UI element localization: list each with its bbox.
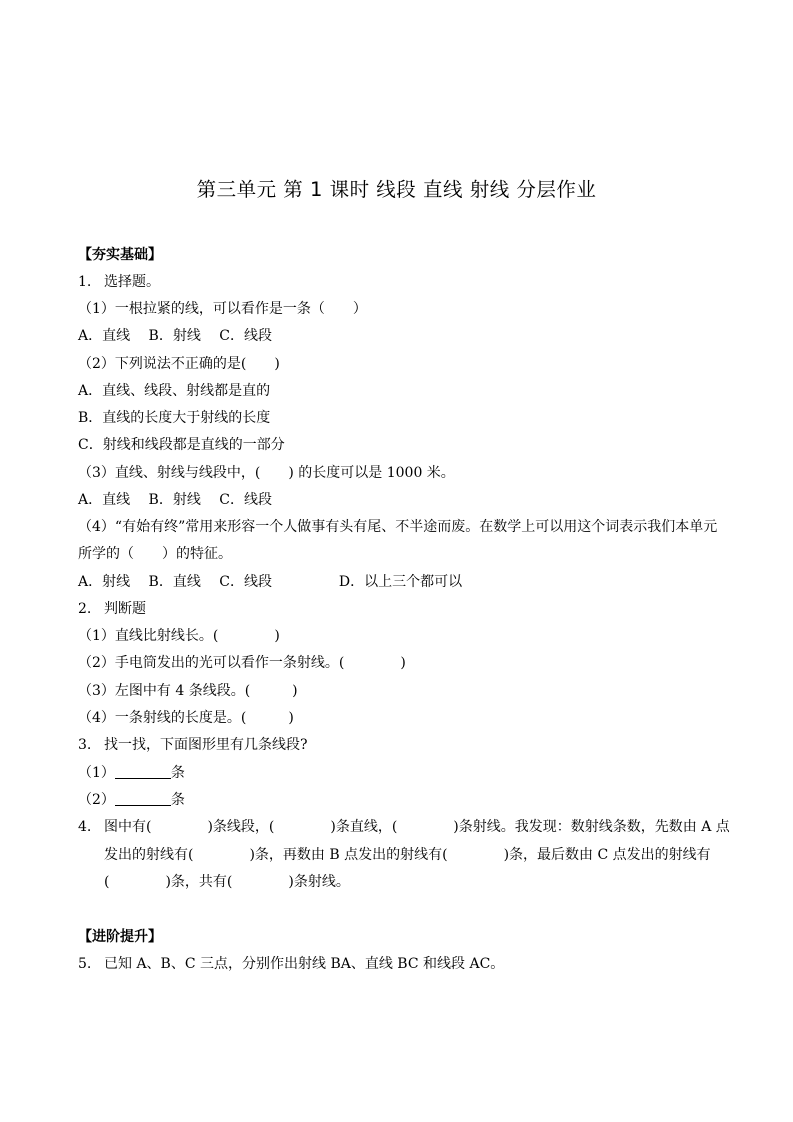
q3-sub-2-unit: 条 [170,792,185,808]
question-2 [78,600,146,618]
q2-sub-2: （2）手电筒发出的光可以看作一条射线。( ) [78,655,406,671]
question-text: 判断题 [104,601,146,617]
section-heading-basic: 【夯实基础】 [78,247,162,263]
answer-blank[interactable] [115,764,171,779]
q1-sub-4-options-abc: A．射线 B．直线 C．线段 [78,574,273,590]
question-text: 找一找，下面图形里有几条线段? [104,737,308,753]
q3-sub-1-label: （1） [78,765,115,781]
question-number: 3. [78,737,92,753]
q1-sub-3: （3）直线、射线与线段中，( ) 的长度可以是 1000 米。 [78,465,455,481]
question-1 [78,273,160,291]
q1-sub-4-options [78,573,462,591]
question-5 [78,955,504,973]
question-number: 1. [78,274,92,290]
page-title: 第三单元 第 1 课时 线段 直线 射线 分层作业 [196,178,597,201]
q3-sub-2-label: （2） [78,792,115,808]
q1-sub-2: （2）下列说法不正确的是( ) [78,356,280,372]
q2-sub-1: （1）直线比射线长。( ) [78,628,280,644]
q1-sub-4-line-2: 所学的（ ）的特征。 [78,546,232,562]
q1-sub-1-options: A．直线 B．射线 C．线段 [78,328,273,344]
q2-sub-3: （3）左图中有 4 条线段。( ) [78,683,298,699]
q3-sub-1 [78,764,185,782]
q3-sub-2 [78,791,185,809]
question-number: 5. [78,956,92,972]
q1-sub-3-options: A．直线 B．射线 C．线段 [78,492,273,508]
question-4 [78,818,730,836]
q1-sub-4-option-d: D．以上三个都可以 [338,574,463,590]
q1-sub-2-option-c: C．射线和线段都是直线的一部分 [78,437,285,453]
question-3 [78,736,308,754]
section-heading-advanced: 【进阶提升】 [78,929,162,945]
q1-sub-2-option-b: B．直线的长度大于射线的长度 [78,410,271,426]
answer-blank[interactable] [115,791,171,806]
question-number: 2. [78,601,92,617]
q1-sub-2-option-a: A．直线、线段、射线都是直的 [78,383,271,399]
q3-sub-1-unit: 条 [170,765,185,781]
question-4-line-1: 图中有( )条线段，( )条直线，( )条射线。我发现：数射线条数，先数由 A 点 [104,819,730,835]
question-4-line-2: 发出的射线有( )条，再数由 B 点发出的射线有( )条，最后数由 C 点发出的射线有 [104,847,711,863]
question-4-line-3: ( )条，共有( )条射线。 [104,874,350,890]
question-text: 选择题。 [104,274,160,290]
question-text: 已知 A、B、C 三点，分别作出射线 BA、直线 BC 和线段 AC。 [104,956,505,972]
question-number: 4. [78,819,92,835]
q2-sub-4: （4）一条射线的长度是。( ) [78,710,294,726]
q1-sub-1: （1）一根拉紧的线，可以看作是一条（ ） [78,301,367,317]
q1-sub-4-line-1: （4）“有始有终”常用来形容一个人做事有头有尾、不半途而废。在数学上可以用这个词表示我们本单元 [78,519,718,535]
